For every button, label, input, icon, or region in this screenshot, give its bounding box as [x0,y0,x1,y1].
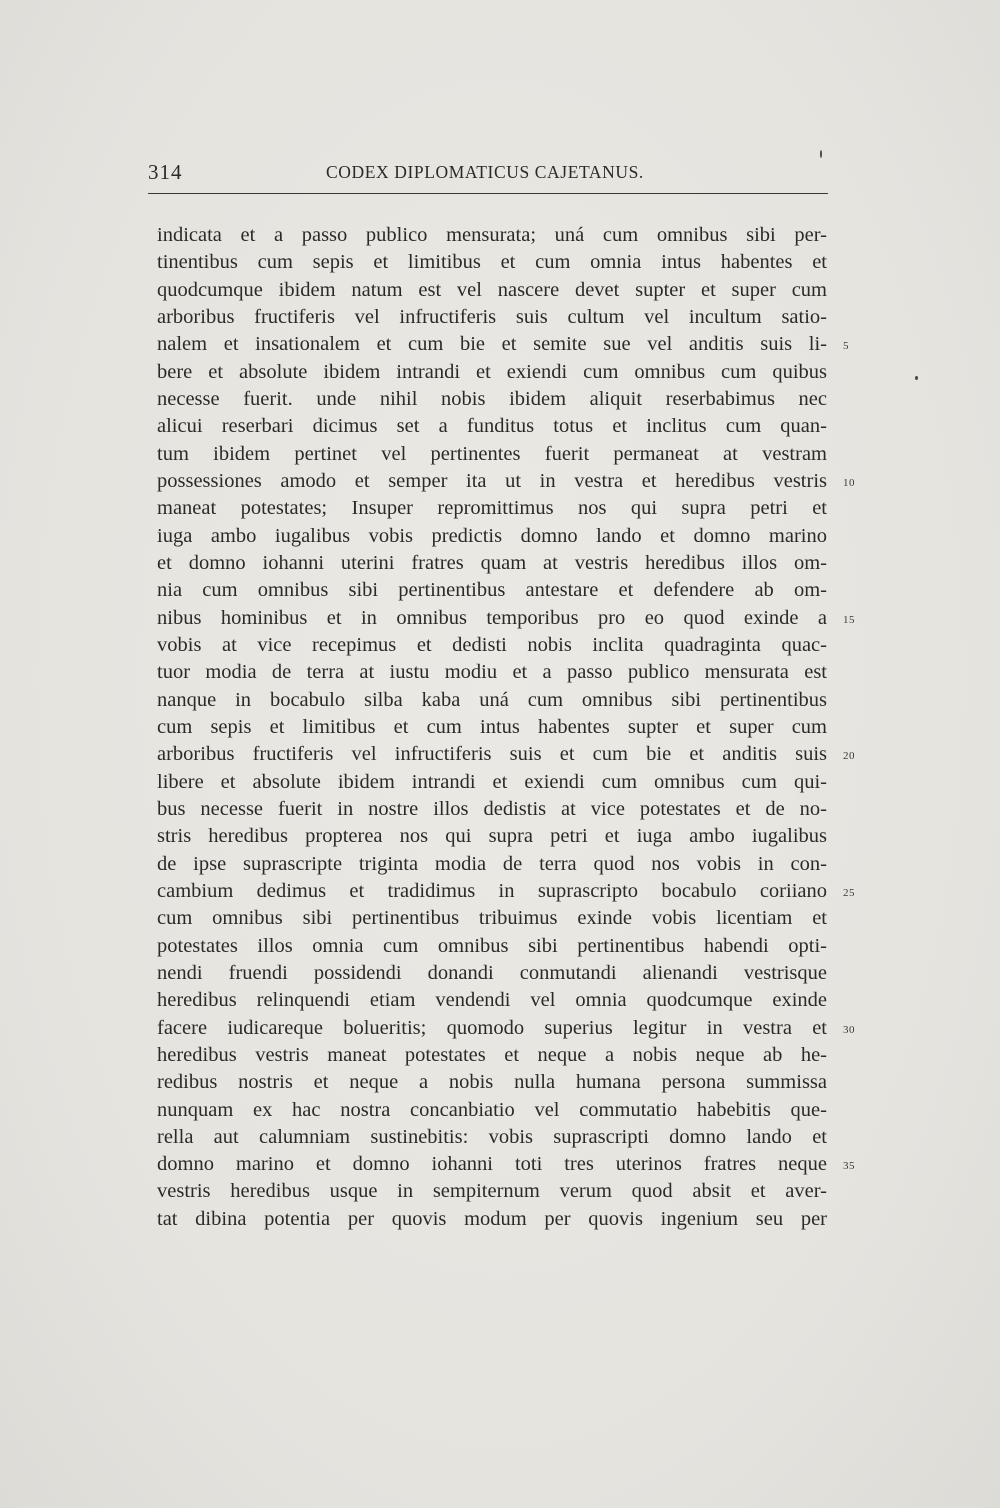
text-line: nunquam ex hac nostra concanbiatio vel commutatio habebitis que- [157,1098,827,1121]
text-line: bere et absolute ibidem intrandi et exiendi cum omnibus cum quibus [157,360,827,383]
margin-line-number: 15 [843,613,855,626]
text-line: vobis at vice recepimus et dedisti nobis inclita quadraginta quac- [157,633,827,656]
paper-speck [915,376,918,380]
text-line: cum omnibus sibi pertinentibus tribuimus exinde vobis licentiam et [157,907,827,930]
text-line: possessiones amodo et semper ita ut in vestra et heredibus vestris [157,469,827,492]
text-line: nendi fruendi possidendi donandi conmutandi alienandi vestrisque [157,961,827,984]
text-line: potestates illos omnia cum omnibus sibi pertinentibus habendi opti- [157,934,827,957]
text-line: quodcumque ibidem natum est vel nascere devet supter et super cum [157,278,827,301]
text-line: nalem et insationalem et cum bie et semite sue vel anditis suis li- [157,333,827,356]
margin-line-number: 10 [843,476,855,489]
text-line: cambium dedimus et tradidimus in suprascripto bocabulo coriiano [157,879,827,902]
text-line: facere iudicareque bolueritis; quomodo superius legitur in vestra et [157,1016,827,1039]
text-line: nanque in bocabulo silba kaba uná cum omnibus sibi pertinentibus [157,688,827,711]
body-text [157,222,827,1233]
text-line: vestris heredibus usque in sempiternum verum quod absit et aver- [157,1180,827,1203]
margin-line-number: 20 [843,750,855,763]
margin-line-number: 25 [843,886,855,899]
text-line: nia cum omnibus sibi pertinentibus antestare et defendere ab om- [157,579,827,602]
text-line: necesse fuerit. unde nihil nobis ibidem aliquit reserbabimus nec [157,387,827,410]
text-line: et domno iohanni uterini fratres quam at vestris heredibus illos om- [157,551,827,574]
margin-line-number: 30 [843,1023,855,1036]
text-line: iuga ambo iugalibus vobis predictis domno lando et domno marino [157,524,827,547]
text-line: stris heredibus propterea nos qui supra petri et iuga ambo iugalibus [157,825,827,848]
header-rule [148,193,828,194]
text-line: arboribus fructiferis vel infructiferis suis et cum bie et anditis suis [157,743,827,766]
text-line: maneat potestates; Insuper repromittimus nos qui supra petri et [157,497,827,520]
text-line: libere et absolute ibidem intrandi et exiendi cum omnibus cum qui- [157,770,827,793]
text-line: de ipse suprascripte triginta modia de terra quod nos vobis in con- [157,852,827,875]
text-line: tat dibina potentia per quovis modum per quovis ingenium seu per [157,1207,827,1230]
page-number: 314 [148,160,183,184]
running-head [148,160,828,190]
text-line: redibus nostris et neque a nobis nulla humana persona summissa [157,1071,827,1094]
text-line: heredibus vestris maneat potestates et neque a nobis neque ab he- [157,1043,827,1066]
text-line: alicui reserbari dicimus set a funditus totus et inclitus cum quan- [157,415,827,438]
margin-line-number: 35 [843,1160,855,1173]
paper-speck [820,150,822,158]
text-line: tum ibidem pertinet vel pertinentes fuerit permaneat at vestram [157,442,827,465]
text-line: heredibus relinquendi etiam vendendi vel omnia quodcumque exinde [157,989,827,1012]
text-line: tuor modia de terra at iustu modiu et a passo publico mensurata est [157,661,827,684]
text-line: cum sepis et limitibus et cum intus habentes supter et super cum [157,715,827,738]
margin-line-number: 5 [843,340,849,353]
text-line: arboribus fructiferis vel infructiferis suis cultum vel incultum satio- [157,305,827,328]
text-line: domno marino et domno iohanni toti tres uterinos fratres neque [157,1153,827,1176]
text-line: indicata et a passo publico mensurata; uná cum omnibus sibi per- [157,224,827,246]
text-line: nibus hominibus et in omnibus temporibus pro eo quod exinde a [157,606,827,629]
text-line: rella aut calumniam sustinebitis: vobis suprascripti domno lando et [157,1125,827,1148]
text-line: bus necesse fuerit in nostre illos dedistis at vice potestates et de no- [157,797,827,820]
text-line: tinentibus cum sepis et limitibus et cum omnia intus habentes et [157,251,827,274]
running-title: CODEX DIPLOMATICUS CAJETANUS. [326,162,644,182]
